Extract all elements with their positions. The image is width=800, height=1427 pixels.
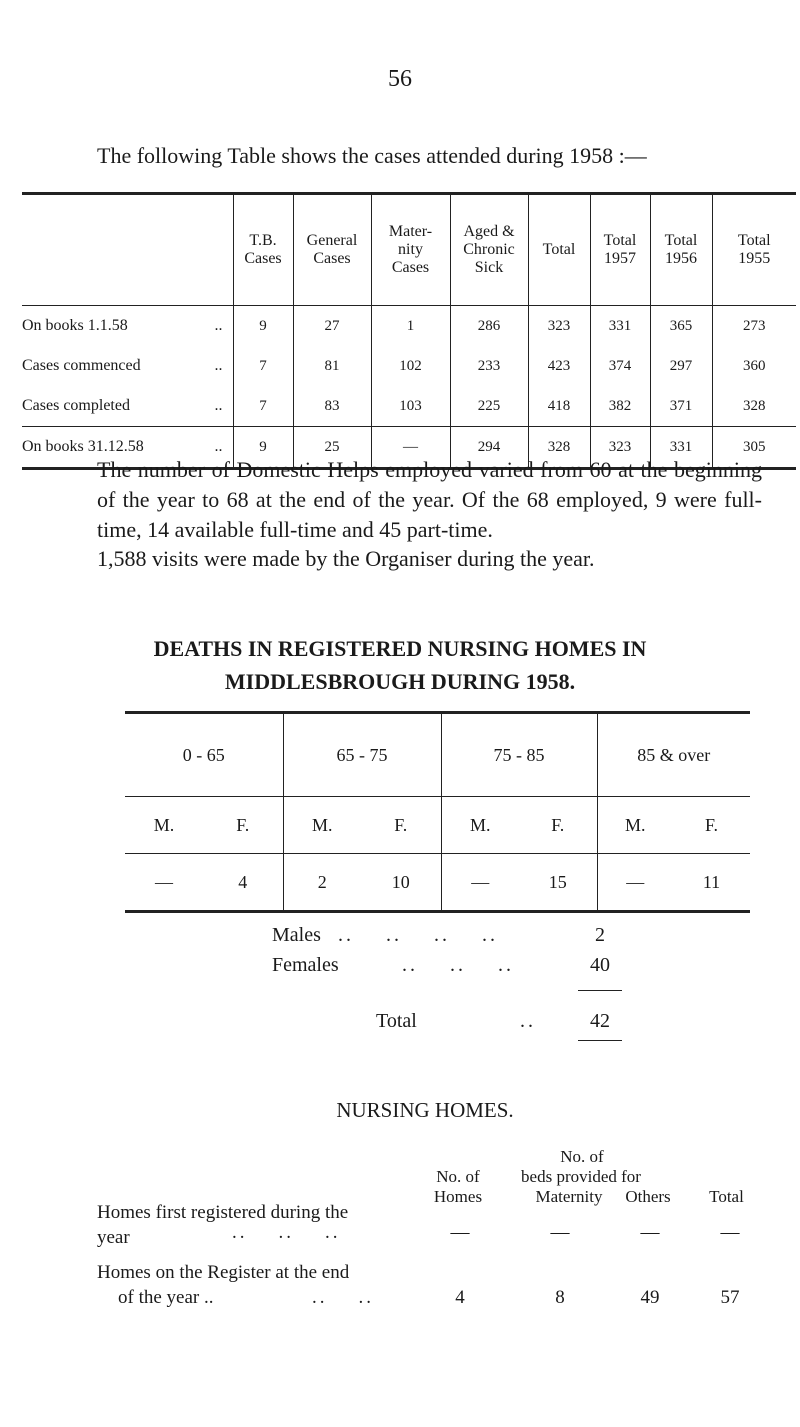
cases-header-maternity: Mater- nity Cases xyxy=(371,194,450,306)
deaths-heading xyxy=(0,632,800,698)
cases-header-0 xyxy=(22,194,233,306)
beds-header-mid: beds provided for xyxy=(521,1167,641,1186)
row2-maternity: 8 xyxy=(555,1287,565,1308)
cases-header-tb: T.B. Cases xyxy=(233,194,293,306)
row-label: On books 1.1.58 .. xyxy=(22,317,223,334)
table-cell: 233 xyxy=(450,346,528,386)
total-value: 42 xyxy=(590,1010,610,1032)
table-cell: 102 xyxy=(371,346,450,386)
females-leader: .. .. .. xyxy=(402,954,514,976)
table-cell: 331 xyxy=(650,427,712,469)
age-group-65-75: 65 - 75 xyxy=(283,713,441,797)
row1-label-line2: year xyxy=(97,1227,130,1248)
table-cell: 1 xyxy=(371,306,450,347)
sex-row xyxy=(125,797,750,854)
intro-text: The following Table shows the cases attended during 1958 :— xyxy=(97,143,647,168)
row2-others: 49 xyxy=(640,1287,660,1308)
table-cell: 286 xyxy=(450,306,528,347)
sex-label: F. xyxy=(203,797,283,854)
cases-header-row xyxy=(22,194,796,306)
sex-label: M. xyxy=(125,797,203,854)
visits-paragraph: 1,588 visits were made by the Organiser during the year. xyxy=(97,546,595,571)
deaths-value: 15 xyxy=(519,854,597,912)
deaths-heading-line2: MIDDLESBROUGH DURING 1958. xyxy=(224,669,576,694)
table-cell: 83 xyxy=(293,386,371,427)
females-value: 40 xyxy=(590,954,610,976)
cases-header-1956: Total 1956 xyxy=(650,194,712,306)
table-cell: 7 xyxy=(233,346,293,386)
males-value: 2 xyxy=(595,924,605,946)
row1-others: — xyxy=(640,1222,660,1243)
table-row xyxy=(22,346,796,386)
row1-label-line1: Homes first registered during the xyxy=(97,1202,349,1223)
table-cell: 103 xyxy=(371,386,450,427)
total-label: Total xyxy=(376,1010,417,1032)
sex-label: M. xyxy=(597,797,673,854)
deaths-value: — xyxy=(597,854,673,912)
row-label: On books 31.12.58 .. xyxy=(22,427,233,469)
cases-table xyxy=(22,192,796,470)
maternity-header: Maternity xyxy=(535,1187,603,1206)
deaths-value: 2 xyxy=(283,854,361,912)
cases-header-general: General Cases xyxy=(293,194,371,306)
table-row xyxy=(22,306,796,347)
cases-header-total: Total xyxy=(528,194,590,306)
table-cell: 7 xyxy=(233,386,293,427)
table-cell: 382 xyxy=(590,386,650,427)
domestic-helps-paragraph: The number of Domestic Helps employed varied from 60 at the beginning of the year to 68 at the end of the year. Of the 68 employed, 9 were full-time, 14 available full-time and 45 part-time. xyxy=(97,457,762,542)
nursing-homes-heading: NURSING HOMES. xyxy=(336,1098,514,1122)
age-group-75-85: 75 - 85 xyxy=(441,713,597,797)
table-cell: 374 xyxy=(590,346,650,386)
table-row xyxy=(22,386,796,427)
row1-total: — xyxy=(720,1222,740,1243)
sum-rule-top xyxy=(578,990,622,991)
males-label: Males xyxy=(272,924,321,946)
table-cell: 328 xyxy=(528,427,590,469)
row2-label-line1: Homes on the Register at the end xyxy=(97,1262,350,1283)
homes-header: No. of Homes xyxy=(433,1167,483,1206)
row1-maternity: — xyxy=(550,1222,570,1243)
others-header: Others xyxy=(625,1187,671,1206)
page-number: 56 xyxy=(388,66,412,92)
table-cell: 297 xyxy=(650,346,712,386)
table-cell: 294 xyxy=(450,427,528,469)
deaths-value: 10 xyxy=(361,854,441,912)
total-leader: .. xyxy=(520,1010,536,1032)
sex-label: M. xyxy=(283,797,361,854)
table-cell: 81 xyxy=(293,346,371,386)
age-group-85-over: 85 & over xyxy=(597,713,750,797)
sex-label: F. xyxy=(519,797,597,854)
deaths-value: 4 xyxy=(203,854,283,912)
row-label: Cases completed .. xyxy=(22,397,223,414)
table-cell: 371 xyxy=(650,386,712,427)
cases-header-1955: Total 1955 xyxy=(712,194,796,306)
table-cell: 273 xyxy=(712,306,796,347)
row2-label-line2: of the year .. xyxy=(118,1287,214,1308)
table-cell: 360 xyxy=(712,346,796,386)
row2-leader: .. .. xyxy=(312,1287,374,1308)
deaths-value: — xyxy=(441,854,519,912)
sex-label: F. xyxy=(361,797,441,854)
cases-header-1957: Total 1957 xyxy=(590,194,650,306)
table-cell: 328 xyxy=(712,386,796,427)
table-cell: 323 xyxy=(528,306,590,347)
table-cell: 27 xyxy=(293,306,371,347)
table-cell: 9 xyxy=(233,306,293,347)
table-cell: — xyxy=(371,427,450,469)
deaths-table xyxy=(125,711,750,913)
males-leader: .. .. .. .. xyxy=(338,924,498,946)
table-cell: 331 xyxy=(590,306,650,347)
row1-homes: — xyxy=(450,1222,470,1243)
row-label: Cases commenced .. xyxy=(22,357,223,374)
table-cell: 305 xyxy=(712,427,796,469)
row2-homes: 4 xyxy=(455,1287,465,1308)
table-cell: 423 xyxy=(528,346,590,386)
table-cell: 323 xyxy=(590,427,650,469)
deaths-value: — xyxy=(125,854,203,912)
beds-header-top: No. of xyxy=(560,1147,604,1166)
sum-rule-bottom xyxy=(578,1040,622,1041)
deaths-value: 11 xyxy=(673,854,750,912)
total-header: Total xyxy=(709,1187,744,1206)
table-cell: 9 xyxy=(233,427,293,469)
deaths-heading-line1: DEATHS IN REGISTERED NURSING HOMES IN xyxy=(153,636,647,661)
females-label: Females xyxy=(272,954,339,976)
sex-label: M. xyxy=(441,797,519,854)
age-group-0-65: 0 - 65 xyxy=(125,713,283,797)
table-cell: 225 xyxy=(450,386,528,427)
table-cell: 25 xyxy=(293,427,371,469)
table-cell: 418 xyxy=(528,386,590,427)
cases-header-aged: Aged & Chronic Sick xyxy=(450,194,528,306)
deaths-values-row xyxy=(125,854,750,912)
age-group-row xyxy=(125,713,750,797)
row1-leader: .. .. .. xyxy=(232,1222,341,1243)
row2-total: 57 xyxy=(720,1287,740,1308)
table-cell: 365 xyxy=(650,306,712,347)
sex-label: F. xyxy=(673,797,750,854)
